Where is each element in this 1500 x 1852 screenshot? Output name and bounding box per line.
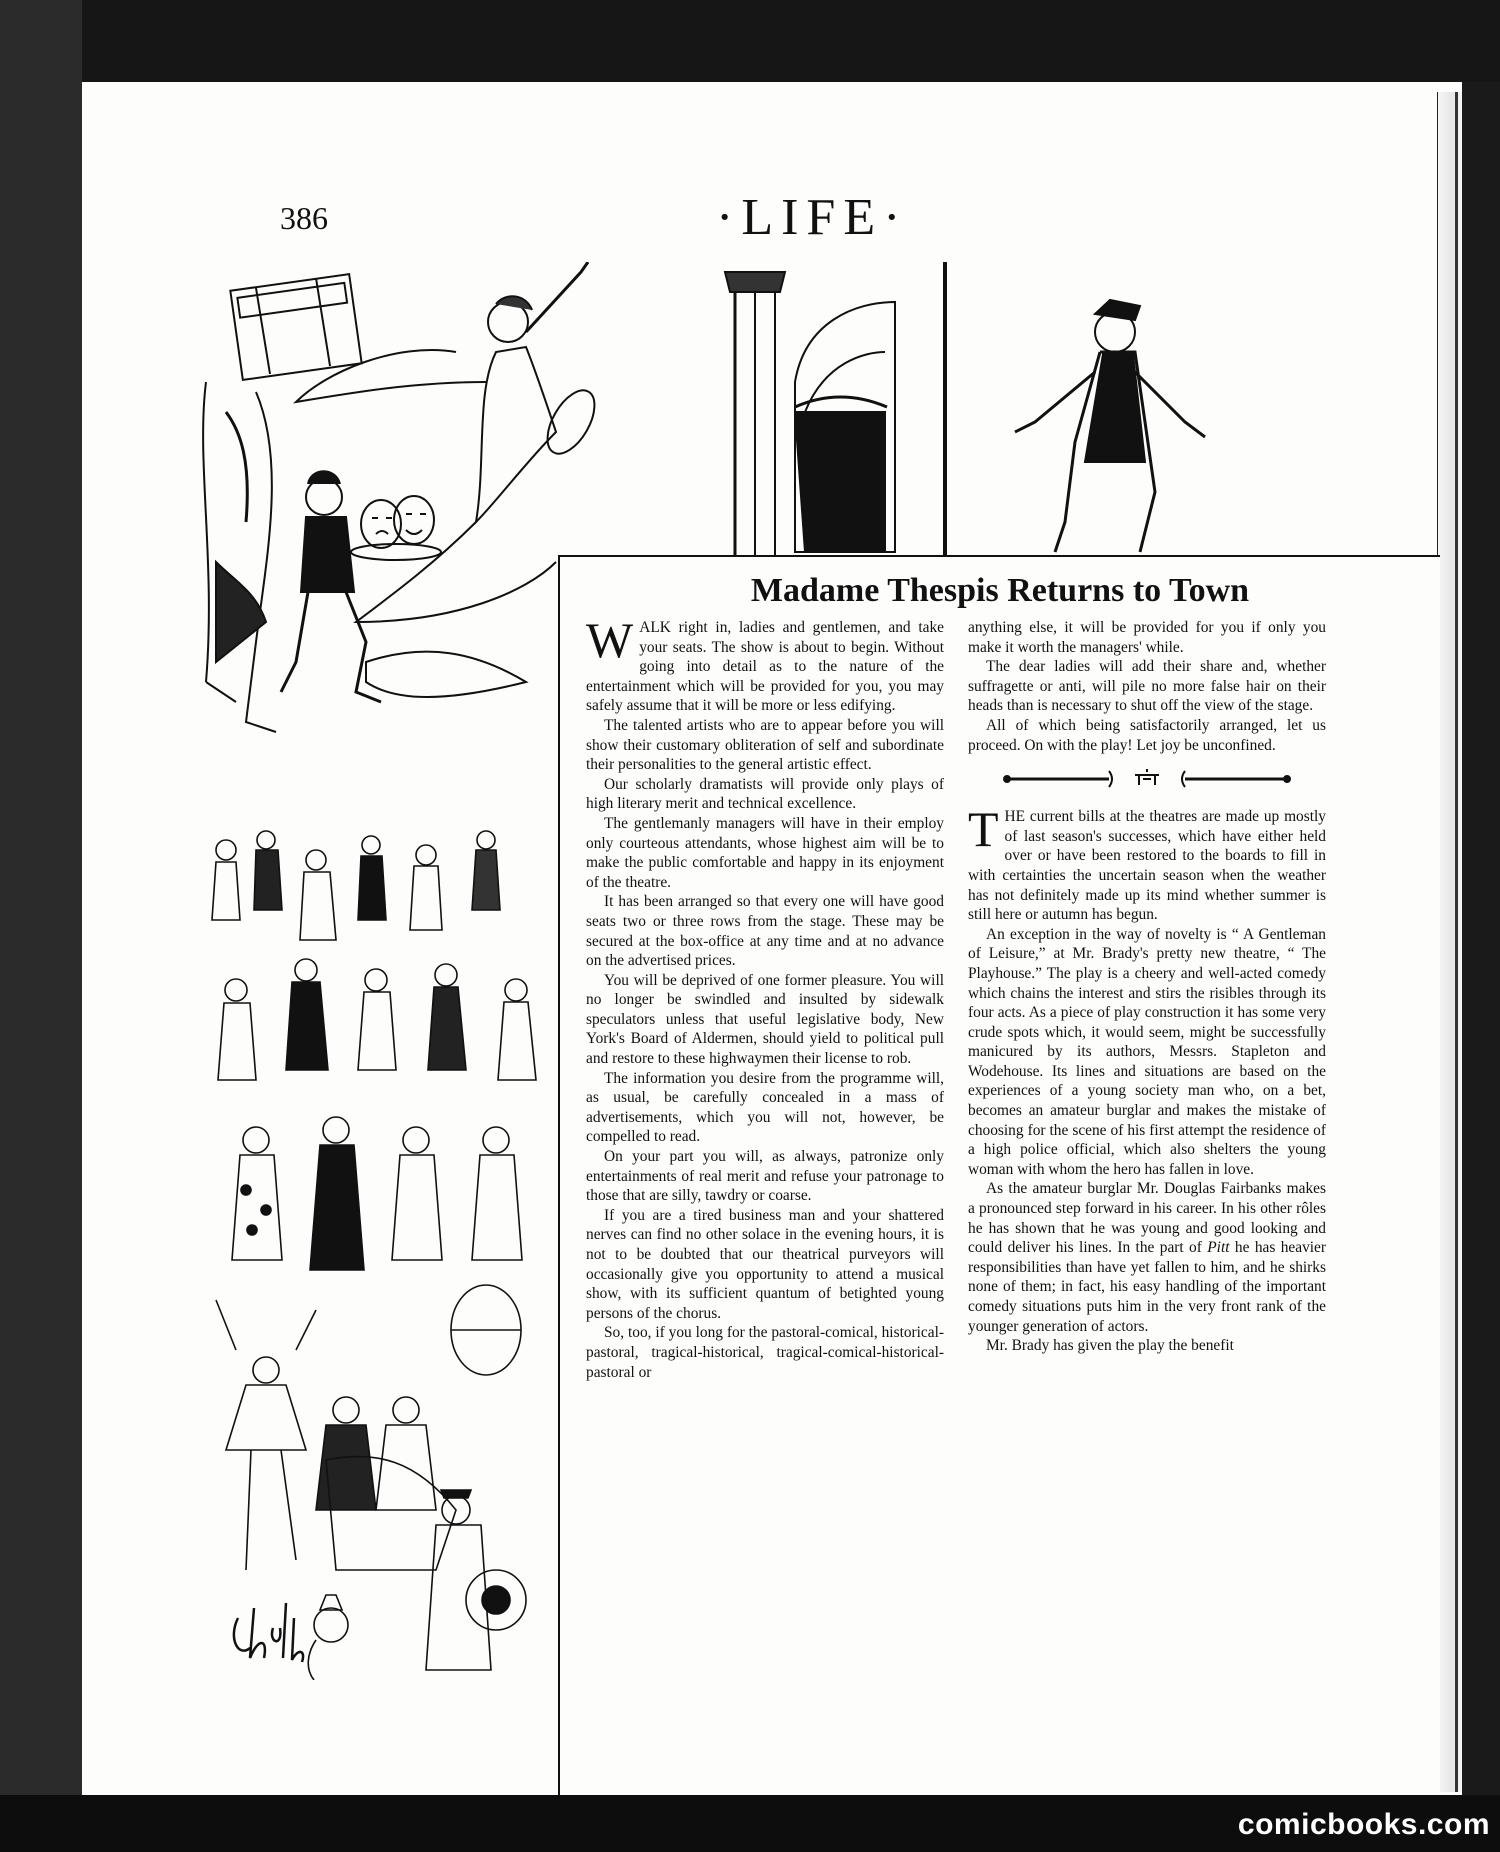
article-paragraph: All of which being satisfactorily arranged, let us proceed. On with the play! Let joy be unconfined.: [968, 716, 1326, 754]
article-paragraph: The gentlemanly managers will have in their employ only courteous attendants, whose highest aim will be to make the public comfortable and happy in its enjoyment of the theatre.: [586, 814, 944, 891]
article-column-left: [586, 612, 944, 1382]
illustration-top-right: [715, 262, 1233, 557]
article-paragraph: Mr. Brady has given the play the benefit: [986, 1337, 1234, 1355]
artist-signature: [228, 1598, 308, 1668]
article-column-right: [968, 618, 1326, 1356]
paragraph-text: As the amateur burglar Mr. Douglas Fairbanks makes a pronounced step forward in his career. In his other rôles he has shown that he was young and good looking and could deliver his lines. In the part of: [968, 1180, 1326, 1257]
play-role-name: Pitt: [1207, 1239, 1230, 1257]
article-paragraph: If you are a tired business man and your shattered nerves can find no other solace in the evening hours, it is not to be doubted that our theatrical purveyors will occasionally give you opportunity to attend a musical show, with its sufficient quantum of betighted young persons of the chorus.: [586, 1206, 944, 1322]
article-paragraph: anything else, it will be provided for you if only you make it worth the managers' while.: [968, 619, 1326, 656]
scan-border-top: [0, 0, 1500, 82]
article-paragraph: So, too, if you long for the pastoral-comical, historical-pastoral, tragical-historical, tragical-comical-historical-pastoral or: [586, 1324, 944, 1381]
article-paragraph: The information you desire from the programme will, as usual, be carefully concealed in a mass of advertisements, which you will not, however, be compelled to read.: [586, 1069, 944, 1146]
article-title: Madame Thespis Returns to Town: [750, 572, 1250, 609]
section-divider-ornament: [997, 767, 1297, 791]
illustration-bottom-left: [196, 810, 556, 1680]
article-paragraph: Our scholarly dramatists will provide only plays of high literary merit and technical excellence.: [586, 775, 944, 813]
article-paragraph: The dear ladies will add their share and, whether suffragette or anti, will pile no more false hair on their heads than is necessary to shut off the view of the stage.: [968, 658, 1326, 715]
watermark: comicbooks.com: [1237, 1808, 1490, 1841]
page-spine-edge: [1455, 92, 1458, 1792]
paragraph-text: ALK right in, ladies and gentlemen, and take your seats. The show is about to begin. Without going into detail as to the nature of the entertainment which will be provided for you, you may safely assume that it will be more or less edifying.: [586, 619, 944, 715]
paragraph-text: HE current bills at the theatres are made up mostly of last season's successes, which have either held over or have been restored to the boards to fill in with certainties the uncertain season when the weather has not definitely made up its mind whether summer is still here or autumn has begun.: [968, 808, 1326, 924]
article-paragraph: The talented artists who are to appear before you will show their customary obliteration of self and subordinate their personalities to the general artistic effect.: [586, 716, 944, 774]
article-paragraph: An exception in the way of novelty is “ A Gentleman of Leisure,” at Mr. Brady's pretty new theatre, “ The Playhouse.” The play is a cheery and well-acted comedy which chains the interest and stirs the risibles through its four acts. As a piece of play construction it has some very crude spots which, it would seem, might be successfully manicured by its authors, Messrs. Stapleton and Wodehouse. Its lines and situations are based on the experiences of a young society man who, on a bet, becomes an amateur burglar and makes the mistake of choosing for the scene of his first attempt the residence of a high police official, which also shelters the young woman with whom the hero has fallen in love.: [968, 925, 1326, 1178]
article-paragraph: It has been arranged so that every one will have good seats two or three rows from the stage. These may be secured at the box-office at any time and at no advance on the advertised prices.: [586, 893, 944, 970]
page-spine: [1437, 92, 1462, 1792]
page-number: 386: [280, 200, 328, 236]
article-paragraph: [968, 1179, 1326, 1336]
scan-border-left: [0, 0, 82, 1852]
masthead: ·LIFE·: [716, 189, 909, 246]
article-paragraph: On your part you will, as always, patronize only entertainments of real merit and refuse your patronage to those that are silly, tawdry or coarse.: [586, 1148, 944, 1205]
article-paragraph: You will be deprived of one former pleasure. You will no longer be swindled and insulted by sidewalk speculators unless that useful legislative body, New York's Board of Aldermen, should yield to political pull and restore to these highwaymen their license to rob.: [586, 971, 944, 1068]
drop-cap: W: [586, 612, 634, 668]
article-paragraph: [968, 801, 1326, 925]
drop-cap: T: [968, 801, 999, 858]
article-paragraph: [586, 612, 944, 716]
paragraph-text: he has heavier responsibilities than have yet fallen to him, and he shirks none of them; in fact, his easy handling of the important comedy situations puts him in the very front rank of the younger generation of actors.: [968, 1239, 1327, 1335]
